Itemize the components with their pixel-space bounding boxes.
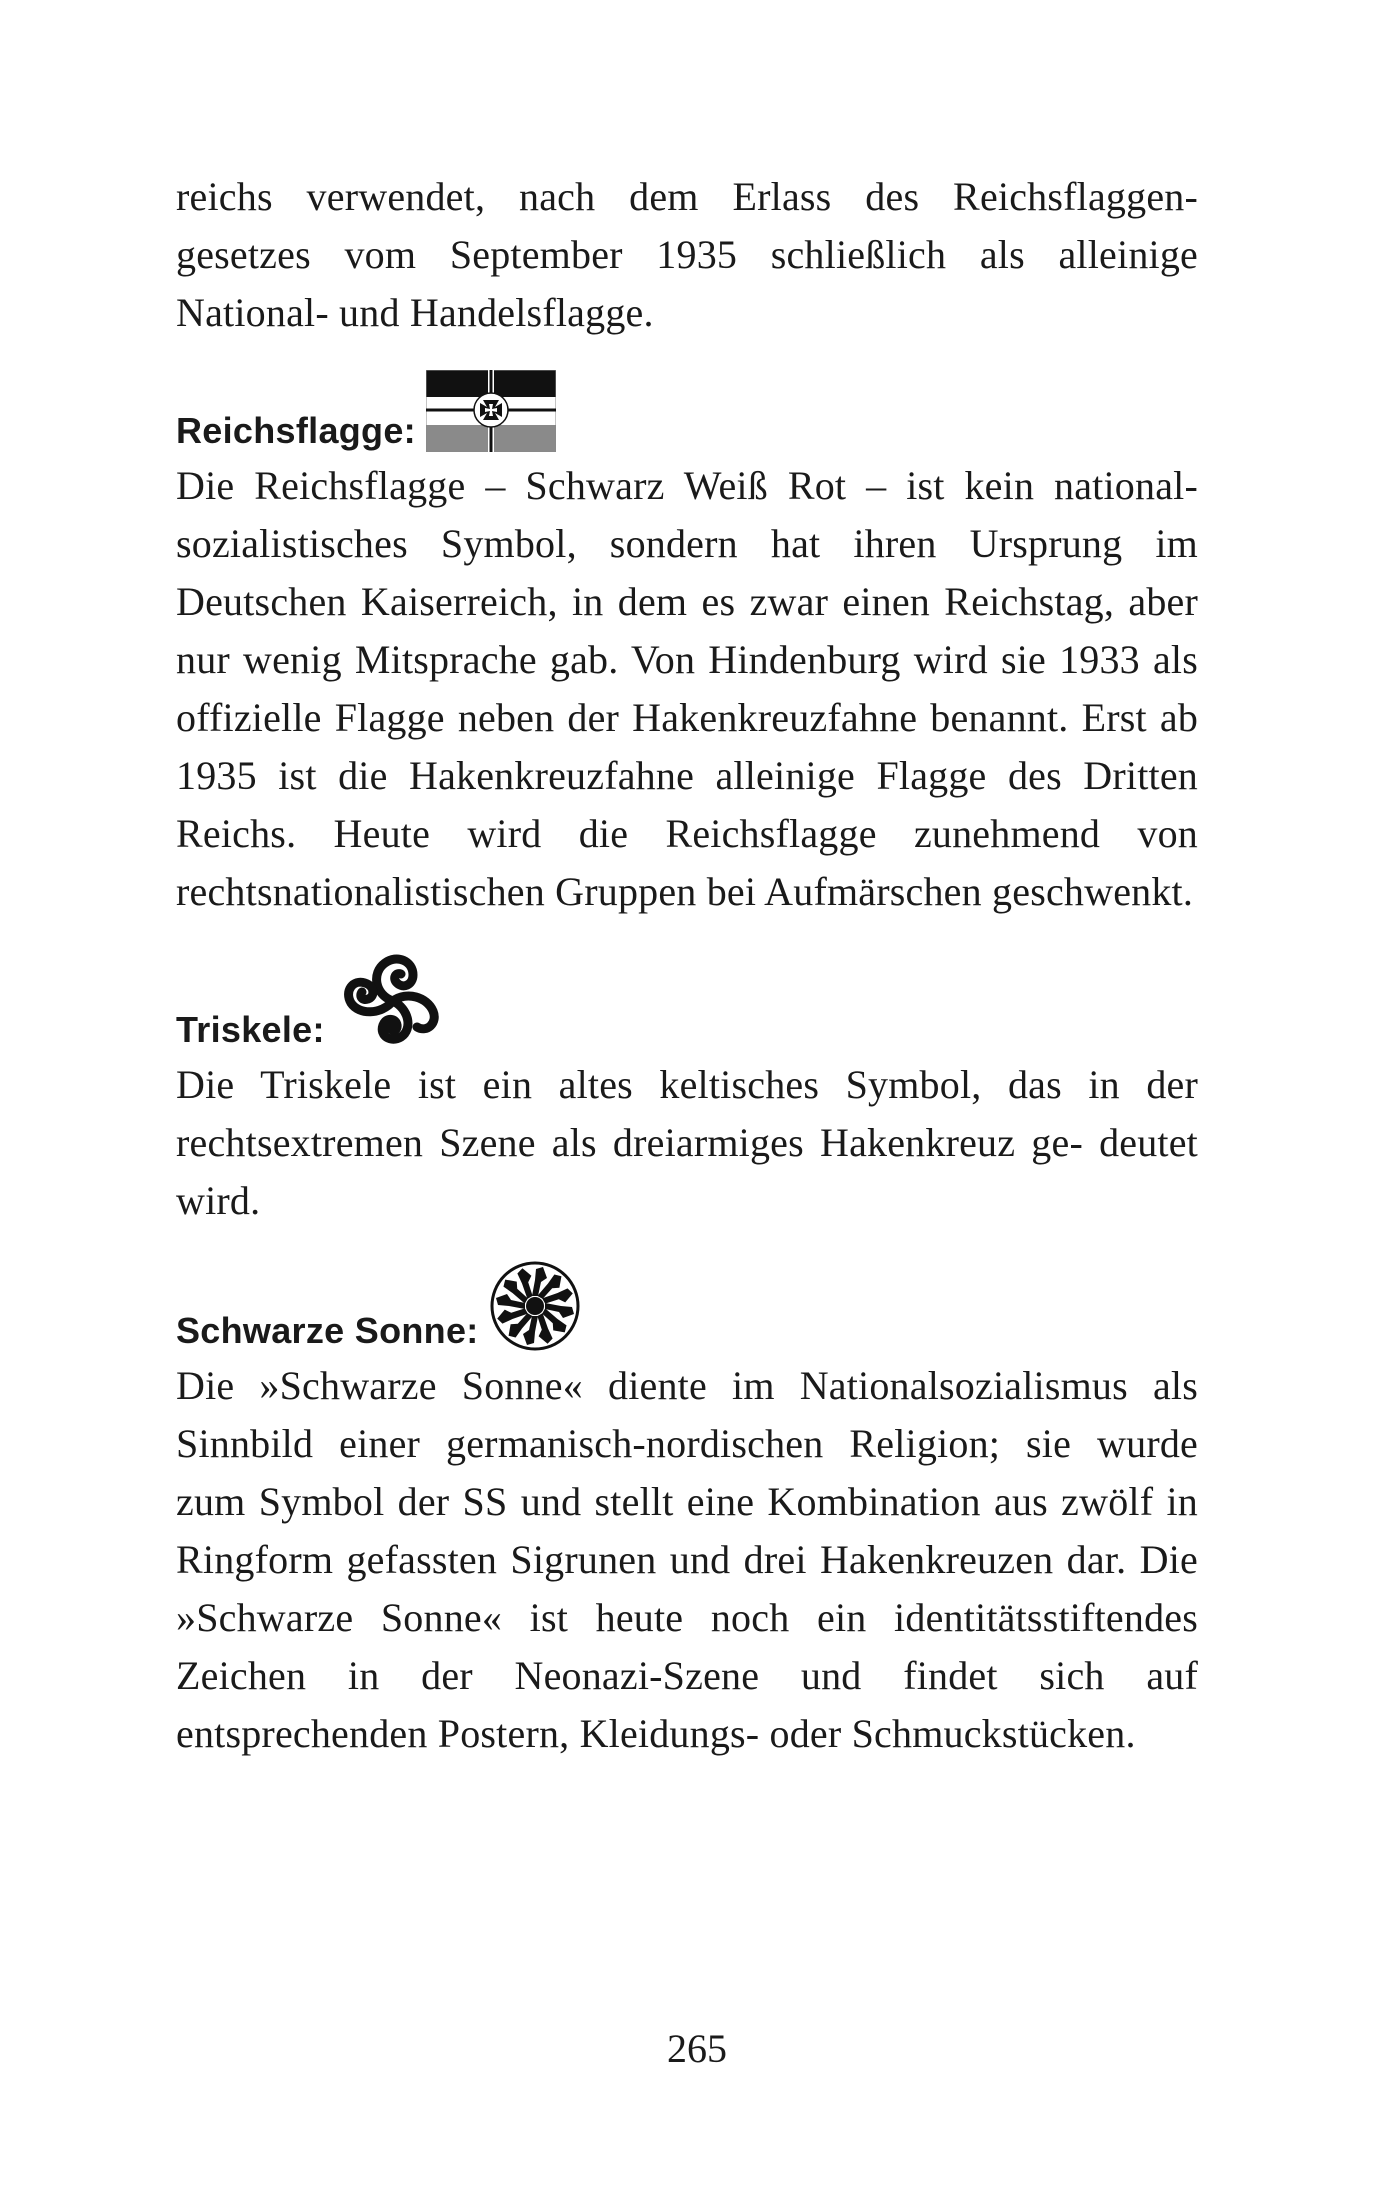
heading-reichsflagge: Reichsflagge: <box>176 410 416 451</box>
text-line: Hakenkreuzen dar. Die »Schwarze Sonne« ist heute noch <box>176 1537 1198 1640</box>
text-line: aber nur wenig Mitsprache gab. Von Hindenburg wird <box>176 579 1198 682</box>
text-line: reichs verwendet, nach dem Erlass des Reichsflaggen- <box>176 174 1198 219</box>
heading-row-reichsflagge <box>176 370 1198 457</box>
text-line: oder Schmuckstücken. <box>769 1711 1136 1756</box>
heading-schwarze-sonne: Schwarze Sonne: <box>176 1310 479 1351</box>
heading-row-schwarze-sonne <box>176 1260 1198 1357</box>
text-line: deutet wird. <box>176 1120 1198 1223</box>
text-line: Die Reichsflagge – Schwarz Weiß Rot – ist kein national- <box>176 463 1198 508</box>
text-line: benannt. Erst ab 1935 ist die Hakenkreuzfahne alleinige <box>176 695 1199 798</box>
text-line: gesetzes vom September 1935 schließlich als alleinige <box>176 232 1198 277</box>
text-line: Die »Schwarze Sonne« diente im Nationalsozialismus <box>176 1363 1128 1408</box>
text-line: wurde zum Symbol der SS und stellt eine Kombination <box>176 1421 1199 1524</box>
section-schwarze-sonne <box>176 1260 1198 1763</box>
text-line: und findet sich auf entsprechenden Postern, Kleidungs- <box>176 1653 1198 1756</box>
reichskriegsflagge-icon <box>426 370 556 457</box>
text-line: als Sinnbild einer germanisch-nordischen Religion; sie <box>176 1363 1198 1466</box>
intro-paragraph <box>176 168 1198 342</box>
paragraph-reichsflagge <box>176 457 1198 921</box>
text-line: Flagge des Dritten Reichs. Heute wird die Reichsflagge <box>176 753 1199 856</box>
page-number: 265 <box>667 2026 727 2071</box>
paragraph-schwarze-sonne <box>176 1357 1198 1763</box>
text-line: sozialistisches Symbol, sondern hat ihren Ursprung im <box>176 521 1198 566</box>
section-triskele <box>176 939 1198 1230</box>
triskele-icon <box>335 939 451 1056</box>
schwarze-sonne-icon <box>489 1260 581 1357</box>
text-line: sie 1933 als offizielle Flagge neben der Hakenkreuzfahne <box>176 637 1198 740</box>
text-line: ein identitätsstiftendes Zeichen in der Neonazi-Szene <box>176 1595 1198 1698</box>
text-line: aus zwölf in Ringform gefassten Sigrunen und drei <box>176 1479 1198 1582</box>
text-line: rechtsextremen Szene als dreiarmiges Hakenkreuz ge- <box>176 1120 1083 1165</box>
text-line: Die Triskele ist ein altes keltisches Symbol, das in der <box>176 1062 1198 1107</box>
paragraph-triskele <box>176 1056 1198 1230</box>
section-reichsflagge <box>176 370 1198 921</box>
text-line: Deutschen Kaiserreich, in dem es zwar einen Reichstag, <box>176 579 1115 624</box>
page-body <box>176 168 1198 1763</box>
text-line: Aufmärschen geschwenkt. <box>764 869 1194 914</box>
text-line: zunehmend von rechtsnationalistischen Gruppen bei <box>176 811 1199 914</box>
heading-row-triskele <box>176 939 1198 1056</box>
text-line: National- und Handelsflagge. <box>176 290 654 335</box>
heading-triskele: Triskele: <box>176 1009 325 1050</box>
